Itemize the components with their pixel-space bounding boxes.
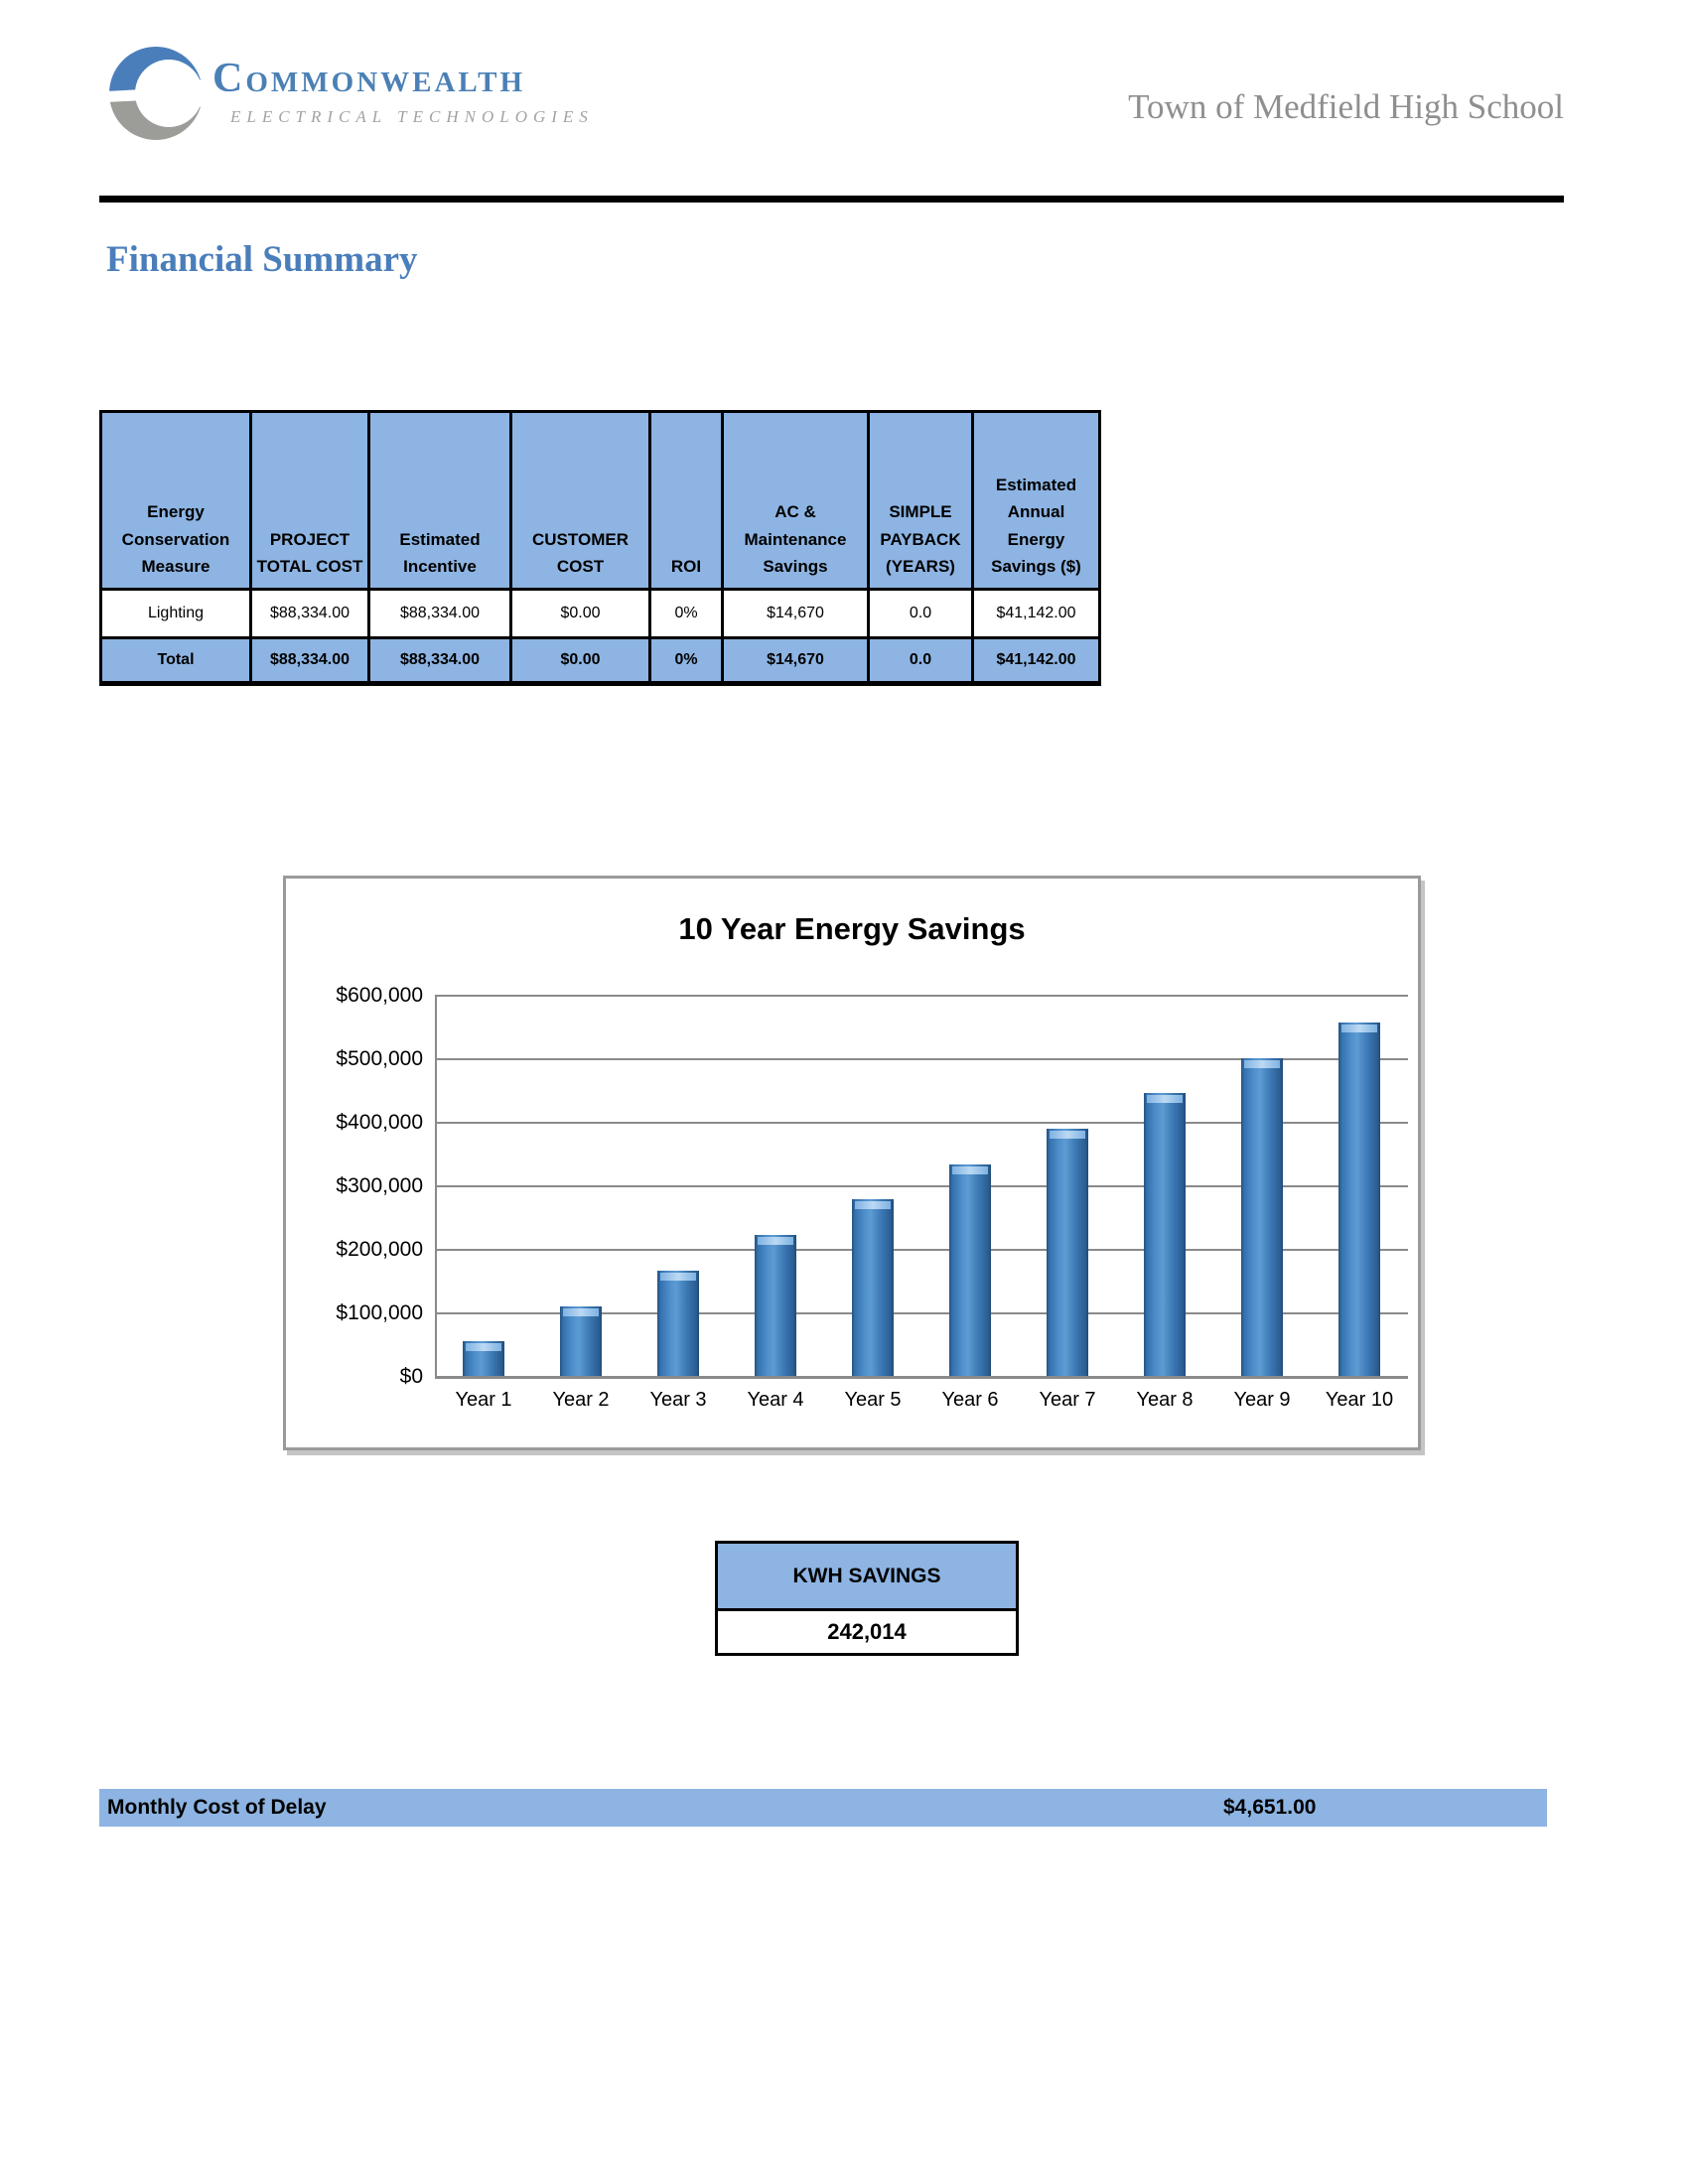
cell-measure: Lighting [101, 590, 251, 638]
x-axis-tick-label: Year 10 [1325, 1389, 1394, 1411]
cell-project-total-cost: $88,334.00 [251, 590, 369, 638]
table-row-lighting [101, 590, 1100, 638]
monthly-cost-of-delay-bar [99, 1789, 1547, 1827]
cell-customer-cost: $0.00 [511, 590, 650, 638]
table-header-row [101, 412, 1100, 590]
header-rule [99, 196, 1564, 203]
col-header-ac-maintenance-savings: AC & Maintenance Savings [723, 412, 869, 590]
col-header-estimated-incentive: Estimated Incentive [369, 412, 511, 590]
y-axis-line [435, 996, 437, 1377]
bar-year-3 [657, 1271, 699, 1377]
cell-estimated-incentive: $88,334.00 [369, 590, 511, 638]
x-axis-tick-label: Year 8 [1136, 1389, 1194, 1411]
x-axis-tick-label: Year 6 [941, 1389, 999, 1411]
y-axis-tick-label: $400,000 [336, 1111, 423, 1134]
gridline [435, 995, 1408, 997]
cell-estimated-incentive: $88,334.00 [369, 638, 511, 684]
x-axis-tick-label: Year 7 [1039, 1389, 1096, 1411]
y-axis-tick-label: $100,000 [336, 1301, 423, 1324]
x-axis-tick-label: Year 5 [844, 1389, 902, 1411]
x-axis-line [435, 1376, 1408, 1379]
energy-savings-chart [283, 876, 1421, 1450]
bar-year-10 [1338, 1023, 1380, 1377]
y-axis-tick-label: $500,000 [336, 1047, 423, 1070]
col-header-customer-cost: CUSTOMER COST [511, 412, 650, 590]
bar-year-5 [852, 1199, 894, 1377]
bar-year-4 [755, 1235, 796, 1377]
col-header-estimated-annual-energy-savings: Estimated Annual Energy Savings ($) [973, 412, 1100, 590]
cell-simple-payback: 0.0 [869, 638, 973, 684]
financial-summary-table [99, 410, 1101, 686]
col-header-ecm: Energy Conservation Measure [101, 412, 251, 590]
x-axis-tick-label: Year 1 [455, 1389, 512, 1411]
y-axis-tick-label: $200,000 [336, 1238, 423, 1261]
cell-annual-energy-savings: $41,142.00 [973, 590, 1100, 638]
x-axis-tick-label: Year 9 [1233, 1389, 1291, 1411]
bar-year-7 [1047, 1129, 1088, 1377]
chart-title: 10 Year Energy Savings [678, 911, 1026, 946]
cell-measure: Total [101, 638, 251, 684]
cell-annual-energy-savings: $41,142.00 [973, 638, 1100, 684]
brand-subtitle: ELECTRICAL TECHNOLOGIES [230, 107, 594, 126]
monthly-cost-label: Monthly Cost of Delay [107, 1796, 327, 1819]
col-header-simple-payback: SIMPLE PAYBACK (YEARS) [869, 412, 973, 590]
cell-project-total-cost: $88,334.00 [251, 638, 369, 684]
company-logo-icon [109, 47, 203, 140]
x-axis-tick-label: Year 4 [747, 1389, 804, 1411]
y-axis-tick-label: $0 [399, 1365, 423, 1388]
y-axis-tick-label: $300,000 [336, 1174, 423, 1197]
section-title: Financial Summary [106, 239, 418, 280]
bar-year-8 [1144, 1093, 1186, 1377]
cell-simple-payback: 0.0 [869, 590, 973, 638]
col-header-roi: ROI [650, 412, 723, 590]
x-axis-tick-label: Year 2 [552, 1389, 610, 1411]
bar-year-6 [949, 1164, 991, 1377]
y-axis-tick-label: $600,000 [336, 984, 423, 1007]
document-title: Town of Medfield High School [1128, 87, 1564, 126]
cell-ac-maintenance-savings: $14,670 [723, 590, 869, 638]
kwh-savings-value: 242,014 [827, 1619, 907, 1644]
kwh-savings-box [715, 1541, 1019, 1656]
cell-roi: 0% [650, 590, 723, 638]
brand-name: Commonwealth [212, 56, 525, 101]
cell-customer-cost: $0.00 [511, 638, 650, 684]
bar-year-9 [1241, 1058, 1283, 1377]
bar-year-1 [463, 1341, 504, 1377]
cell-ac-maintenance-savings: $14,670 [723, 638, 869, 684]
col-header-project-total-cost: PROJECT TOTAL COST [251, 412, 369, 590]
table-row-total [101, 638, 1100, 684]
bar-year-2 [560, 1306, 602, 1377]
cell-roi: 0% [650, 638, 723, 684]
x-axis-tick-label: Year 3 [649, 1389, 707, 1411]
kwh-savings-label: KWH SAVINGS [718, 1544, 1016, 1611]
monthly-cost-value: $4,651.00 [1223, 1796, 1317, 1819]
